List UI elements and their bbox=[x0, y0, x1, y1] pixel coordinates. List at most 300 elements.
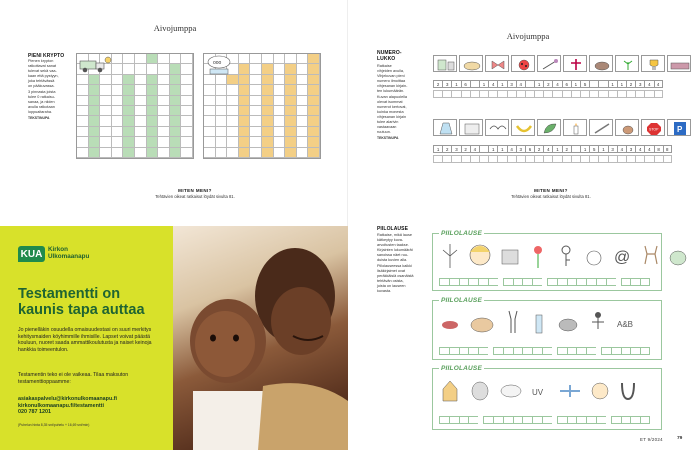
answer-cell[interactable] bbox=[644, 90, 653, 98]
grid-cell[interactable] bbox=[285, 148, 297, 158]
grid-cell[interactable] bbox=[274, 137, 286, 147]
answer-cell[interactable] bbox=[525, 90, 534, 98]
grid-cell[interactable] bbox=[297, 148, 309, 158]
answer-box[interactable] bbox=[513, 347, 523, 355]
grid-cell[interactable] bbox=[123, 64, 135, 74]
answer-cell[interactable] bbox=[654, 90, 663, 98]
grid-cell[interactable] bbox=[170, 54, 182, 64]
answer-box[interactable] bbox=[557, 278, 567, 286]
answer-cell[interactable] bbox=[451, 90, 460, 98]
panel-1-answer[interactable] bbox=[439, 278, 650, 286]
grid-cell[interactable] bbox=[112, 116, 124, 126]
grid-cell[interactable] bbox=[89, 148, 101, 158]
grid-cell[interactable] bbox=[181, 137, 193, 147]
panel-2-answer[interactable] bbox=[439, 347, 650, 355]
answer-cell[interactable] bbox=[479, 90, 488, 98]
answer-cell[interactable] bbox=[589, 155, 598, 163]
answer-cell[interactable] bbox=[534, 155, 543, 163]
grid-cell[interactable] bbox=[262, 75, 274, 85]
grid-cell[interactable] bbox=[135, 137, 147, 147]
grid-cell[interactable] bbox=[204, 137, 216, 147]
answer-box[interactable] bbox=[503, 416, 513, 424]
grid-cell[interactable] bbox=[170, 137, 182, 147]
answer-box[interactable] bbox=[586, 347, 596, 355]
grid-cell[interactable] bbox=[239, 54, 251, 64]
answer-box[interactable] bbox=[522, 278, 532, 286]
grid-cell[interactable] bbox=[135, 148, 147, 158]
grid-cell[interactable] bbox=[239, 127, 251, 137]
grid-cell[interactable] bbox=[77, 137, 89, 147]
grid-cell[interactable] bbox=[250, 75, 262, 85]
answer-box[interactable] bbox=[478, 278, 488, 286]
grid-cell[interactable] bbox=[89, 127, 101, 137]
grid-cell[interactable] bbox=[181, 127, 193, 137]
answer-cell[interactable] bbox=[626, 155, 635, 163]
grid-cell[interactable] bbox=[181, 148, 193, 158]
grid-cell[interactable] bbox=[181, 106, 193, 116]
grid-cell[interactable] bbox=[112, 137, 124, 147]
answer-box[interactable] bbox=[601, 347, 611, 355]
answer-cell[interactable] bbox=[663, 155, 672, 163]
answer-box[interactable] bbox=[439, 416, 449, 424]
answer-box[interactable] bbox=[596, 416, 606, 424]
grid-cell[interactable] bbox=[158, 64, 170, 74]
grid-cell[interactable] bbox=[262, 96, 274, 106]
answer-box[interactable] bbox=[576, 416, 586, 424]
grid-cell[interactable] bbox=[227, 96, 239, 106]
answer-box[interactable] bbox=[449, 347, 459, 355]
grid-cell[interactable] bbox=[123, 106, 135, 116]
grid-cell[interactable] bbox=[297, 85, 309, 95]
answer-cell[interactable] bbox=[543, 155, 552, 163]
answer-box[interactable] bbox=[611, 416, 621, 424]
grid-cell[interactable] bbox=[250, 148, 262, 158]
grid-cell[interactable] bbox=[297, 54, 309, 64]
grid-cell[interactable] bbox=[227, 148, 239, 158]
grid-cell[interactable] bbox=[100, 127, 112, 137]
answer-cell[interactable] bbox=[562, 90, 571, 98]
answer-cell[interactable] bbox=[516, 155, 525, 163]
grid-cell[interactable] bbox=[308, 64, 320, 74]
grid-cell[interactable] bbox=[216, 148, 228, 158]
grid-cell[interactable] bbox=[308, 75, 320, 85]
answer-box[interactable] bbox=[596, 278, 606, 286]
answer-box[interactable] bbox=[557, 347, 567, 355]
answer-cell[interactable] bbox=[580, 90, 589, 98]
answer-box[interactable] bbox=[630, 278, 640, 286]
grid-cell[interactable] bbox=[285, 96, 297, 106]
grid-cell[interactable] bbox=[100, 96, 112, 106]
grid-cell[interactable] bbox=[297, 106, 309, 116]
answer-cell[interactable] bbox=[608, 90, 617, 98]
grid-cell[interactable] bbox=[297, 127, 309, 137]
grid-cell[interactable] bbox=[216, 127, 228, 137]
grid-cell[interactable] bbox=[147, 64, 159, 74]
answer-cell[interactable] bbox=[497, 155, 506, 163]
numerolukko-row1-answer[interactable] bbox=[433, 90, 663, 98]
grid-cell[interactable] bbox=[204, 127, 216, 137]
answer-cell[interactable] bbox=[470, 155, 479, 163]
grid-cell[interactable] bbox=[147, 116, 159, 126]
grid-cell[interactable] bbox=[170, 64, 182, 74]
grid-cell[interactable] bbox=[308, 54, 320, 64]
grid-cell[interactable] bbox=[135, 54, 147, 64]
grid-cell[interactable] bbox=[135, 96, 147, 106]
answer-box[interactable] bbox=[567, 347, 577, 355]
grid-cell[interactable] bbox=[216, 106, 228, 116]
grid-cell[interactable] bbox=[250, 106, 262, 116]
grid-cell[interactable] bbox=[250, 85, 262, 95]
grid-cell[interactable] bbox=[77, 75, 89, 85]
grid-cell[interactable] bbox=[112, 106, 124, 116]
grid-cell[interactable] bbox=[158, 106, 170, 116]
answer-cell[interactable] bbox=[433, 90, 442, 98]
grid-cell[interactable] bbox=[262, 148, 274, 158]
grid-cell[interactable] bbox=[274, 116, 286, 126]
answer-box[interactable] bbox=[606, 278, 616, 286]
grid-cell[interactable] bbox=[274, 127, 286, 137]
grid-cell[interactable] bbox=[77, 106, 89, 116]
answer-box[interactable] bbox=[621, 278, 631, 286]
answer-cell[interactable] bbox=[608, 155, 617, 163]
grid-cell[interactable] bbox=[250, 64, 262, 74]
answer-cell[interactable] bbox=[507, 90, 516, 98]
answer-cell[interactable] bbox=[507, 155, 516, 163]
grid-cell[interactable] bbox=[250, 127, 262, 137]
grid-cell[interactable] bbox=[250, 137, 262, 147]
grid-cell[interactable] bbox=[170, 127, 182, 137]
grid-cell[interactable] bbox=[204, 85, 216, 95]
grid-cell[interactable] bbox=[227, 137, 239, 147]
grid-cell[interactable] bbox=[274, 96, 286, 106]
grid-cell[interactable] bbox=[89, 137, 101, 147]
grid-cell[interactable] bbox=[100, 116, 112, 126]
answer-box[interactable] bbox=[468, 347, 478, 355]
grid-cell[interactable] bbox=[297, 75, 309, 85]
answer-cell[interactable] bbox=[516, 90, 525, 98]
grid-cell[interactable] bbox=[100, 148, 112, 158]
answer-box[interactable] bbox=[468, 416, 478, 424]
grid-cell[interactable] bbox=[297, 137, 309, 147]
grid-cell[interactable] bbox=[181, 64, 193, 74]
answer-box[interactable] bbox=[439, 278, 449, 286]
grid-cell[interactable] bbox=[204, 96, 216, 106]
answer-box[interactable] bbox=[449, 416, 459, 424]
answer-box[interactable] bbox=[621, 347, 631, 355]
answer-cell[interactable] bbox=[461, 155, 470, 163]
grid-cell[interactable] bbox=[239, 116, 251, 126]
grid-cell[interactable] bbox=[135, 85, 147, 95]
grid-cell[interactable] bbox=[170, 106, 182, 116]
answer-cell[interactable] bbox=[580, 155, 589, 163]
grid-cell[interactable] bbox=[308, 106, 320, 116]
answer-cell[interactable] bbox=[635, 155, 644, 163]
grid-cell[interactable] bbox=[123, 54, 135, 64]
grid-cell[interactable] bbox=[308, 96, 320, 106]
grid-cell[interactable] bbox=[216, 116, 228, 126]
answer-box[interactable] bbox=[567, 278, 577, 286]
answer-box[interactable] bbox=[459, 278, 469, 286]
grid-cell[interactable] bbox=[181, 54, 193, 64]
grid-cell[interactable] bbox=[262, 54, 274, 64]
answer-box[interactable] bbox=[542, 416, 552, 424]
grid-cell[interactable] bbox=[285, 64, 297, 74]
answer-box[interactable] bbox=[513, 416, 523, 424]
grid-cell[interactable] bbox=[89, 75, 101, 85]
grid-cell[interactable] bbox=[239, 148, 251, 158]
answer-cell[interactable] bbox=[488, 90, 497, 98]
grid-cell[interactable] bbox=[158, 54, 170, 64]
grid-cell[interactable] bbox=[147, 75, 159, 85]
answer-cell[interactable] bbox=[654, 155, 663, 163]
grid-cell[interactable] bbox=[216, 96, 228, 106]
answer-cell[interactable] bbox=[644, 155, 653, 163]
grid-cell[interactable] bbox=[274, 106, 286, 116]
grid-cell[interactable] bbox=[204, 116, 216, 126]
grid-cell[interactable] bbox=[285, 75, 297, 85]
answer-box[interactable] bbox=[586, 416, 596, 424]
grid-cell[interactable] bbox=[89, 106, 101, 116]
grid-cell[interactable] bbox=[77, 127, 89, 137]
grid-cell[interactable] bbox=[158, 85, 170, 95]
grid-cell[interactable] bbox=[123, 116, 135, 126]
answer-cell[interactable] bbox=[497, 90, 506, 98]
grid-cell[interactable] bbox=[89, 96, 101, 106]
grid-cell[interactable] bbox=[239, 75, 251, 85]
answer-box[interactable] bbox=[621, 416, 631, 424]
answer-cell[interactable] bbox=[451, 155, 460, 163]
answer-cell[interactable] bbox=[598, 90, 607, 98]
answer-box[interactable] bbox=[640, 347, 650, 355]
grid-cell[interactable] bbox=[308, 116, 320, 126]
grid-cell[interactable] bbox=[158, 127, 170, 137]
answer-cell[interactable] bbox=[543, 90, 552, 98]
grid-cell[interactable] bbox=[112, 127, 124, 137]
answer-cell[interactable] bbox=[617, 155, 626, 163]
grid-cell[interactable] bbox=[158, 96, 170, 106]
grid-cell[interactable] bbox=[227, 106, 239, 116]
grid-cell[interactable] bbox=[239, 85, 251, 95]
grid-cell[interactable] bbox=[239, 64, 251, 74]
grid-cell[interactable] bbox=[274, 85, 286, 95]
answer-box[interactable] bbox=[522, 416, 532, 424]
grid-cell[interactable] bbox=[274, 148, 286, 158]
grid-cell[interactable] bbox=[250, 54, 262, 64]
grid-cell[interactable] bbox=[239, 106, 251, 116]
grid-cell[interactable] bbox=[100, 137, 112, 147]
answer-cell[interactable] bbox=[589, 90, 598, 98]
grid-cell[interactable] bbox=[135, 64, 147, 74]
answer-cell[interactable] bbox=[461, 90, 470, 98]
answer-box[interactable] bbox=[439, 347, 449, 355]
grid-cell[interactable] bbox=[262, 127, 274, 137]
answer-box[interactable] bbox=[459, 416, 469, 424]
grid-cell[interactable] bbox=[227, 116, 239, 126]
answer-cell[interactable] bbox=[571, 155, 580, 163]
answer-box[interactable] bbox=[493, 347, 503, 355]
grid-cell[interactable] bbox=[135, 116, 147, 126]
grid-cell[interactable] bbox=[77, 96, 89, 106]
grid-cell[interactable] bbox=[285, 137, 297, 147]
grid-cell[interactable] bbox=[100, 85, 112, 95]
grid-cell[interactable] bbox=[112, 85, 124, 95]
answer-box[interactable] bbox=[640, 416, 650, 424]
grid-cell[interactable] bbox=[147, 85, 159, 95]
grid-cell[interactable] bbox=[274, 64, 286, 74]
answer-cell[interactable] bbox=[598, 155, 607, 163]
grid-cell[interactable] bbox=[297, 116, 309, 126]
answer-box[interactable] bbox=[576, 278, 586, 286]
answer-box[interactable] bbox=[483, 416, 493, 424]
grid-cell[interactable] bbox=[170, 85, 182, 95]
grid-cell[interactable] bbox=[123, 137, 135, 147]
answer-box[interactable] bbox=[630, 416, 640, 424]
ad-email[interactable]: asiakaspalvelu@kirkonulkomaanapu.fi bbox=[18, 396, 118, 402]
answer-cell[interactable] bbox=[479, 155, 488, 163]
answer-cell[interactable] bbox=[442, 90, 451, 98]
answer-cell[interactable] bbox=[552, 90, 561, 98]
answer-box[interactable] bbox=[449, 278, 459, 286]
answer-cell[interactable] bbox=[534, 90, 543, 98]
grid-cell[interactable] bbox=[181, 85, 193, 95]
grid-cell[interactable] bbox=[147, 127, 159, 137]
grid-cell[interactable] bbox=[297, 96, 309, 106]
grid-cell[interactable] bbox=[308, 137, 320, 147]
grid-cell[interactable] bbox=[147, 148, 159, 158]
grid-cell[interactable] bbox=[135, 106, 147, 116]
grid-cell[interactable] bbox=[158, 75, 170, 85]
grid-cell[interactable] bbox=[135, 75, 147, 85]
grid-cell[interactable] bbox=[227, 75, 239, 85]
grid-cell[interactable] bbox=[181, 75, 193, 85]
grid-cell[interactable] bbox=[77, 116, 89, 126]
grid-cell[interactable] bbox=[216, 85, 228, 95]
answer-box[interactable] bbox=[478, 347, 488, 355]
grid-cell[interactable] bbox=[285, 54, 297, 64]
grid-cell[interactable] bbox=[181, 96, 193, 106]
answer-cell[interactable] bbox=[433, 155, 442, 163]
grid-cell[interactable] bbox=[239, 137, 251, 147]
grid-cell[interactable] bbox=[112, 96, 124, 106]
answer-cell[interactable] bbox=[525, 155, 534, 163]
answer-box[interactable] bbox=[532, 416, 542, 424]
grid-cell[interactable] bbox=[77, 148, 89, 158]
grid-cell[interactable] bbox=[123, 75, 135, 85]
answer-box[interactable] bbox=[493, 416, 503, 424]
grid-cell[interactable] bbox=[89, 116, 101, 126]
ad-url[interactable]: kirkonulkomaanapu.fi/testamentti bbox=[18, 402, 104, 409]
answer-box[interactable] bbox=[468, 278, 478, 286]
grid-cell[interactable] bbox=[308, 148, 320, 158]
numerolukko-row2-answer[interactable] bbox=[433, 155, 672, 163]
grid-cell[interactable] bbox=[262, 85, 274, 95]
answer-box[interactable] bbox=[522, 347, 532, 355]
answer-box[interactable] bbox=[503, 347, 513, 355]
grid-cell[interactable] bbox=[123, 85, 135, 95]
panel-3-answer[interactable] bbox=[439, 416, 650, 424]
answer-cell[interactable] bbox=[571, 90, 580, 98]
grid-cell[interactable] bbox=[308, 127, 320, 137]
grid-cell[interactable] bbox=[123, 96, 135, 106]
grid-cell[interactable] bbox=[170, 75, 182, 85]
grid-cell[interactable] bbox=[100, 106, 112, 116]
grid-cell[interactable] bbox=[100, 75, 112, 85]
grid-cell[interactable] bbox=[123, 148, 135, 158]
answer-box[interactable] bbox=[557, 416, 567, 424]
grid-cell[interactable] bbox=[227, 85, 239, 95]
grid-cell[interactable] bbox=[204, 106, 216, 116]
ad-phone[interactable]: 020 787 1201 bbox=[18, 409, 51, 416]
answer-box[interactable] bbox=[630, 347, 640, 355]
answer-box[interactable] bbox=[576, 347, 586, 355]
grid-cell[interactable] bbox=[77, 85, 89, 95]
grid-cell[interactable] bbox=[262, 137, 274, 147]
grid-cell[interactable] bbox=[170, 96, 182, 106]
grid-cell[interactable] bbox=[297, 64, 309, 74]
grid-cell[interactable] bbox=[204, 75, 216, 85]
grid-cell[interactable] bbox=[262, 64, 274, 74]
grid-cell[interactable] bbox=[262, 116, 274, 126]
grid-cell[interactable] bbox=[250, 96, 262, 106]
answer-cell[interactable] bbox=[635, 90, 644, 98]
answer-cell[interactable] bbox=[442, 155, 451, 163]
answer-box[interactable] bbox=[532, 347, 542, 355]
grid-cell[interactable] bbox=[135, 127, 147, 137]
grid-cell[interactable] bbox=[112, 54, 124, 64]
grid-cell[interactable] bbox=[274, 54, 286, 64]
grid-cell[interactable] bbox=[112, 148, 124, 158]
grid-cell[interactable] bbox=[170, 148, 182, 158]
grid-cell[interactable] bbox=[250, 116, 262, 126]
grid-cell[interactable] bbox=[285, 127, 297, 137]
answer-box[interactable] bbox=[488, 278, 498, 286]
answer-cell[interactable] bbox=[626, 90, 635, 98]
answer-box[interactable] bbox=[503, 278, 513, 286]
answer-cell[interactable] bbox=[470, 90, 479, 98]
grid-cell[interactable] bbox=[170, 116, 182, 126]
answer-box[interactable] bbox=[547, 278, 557, 286]
grid-cell[interactable] bbox=[158, 116, 170, 126]
grid-cell[interactable] bbox=[239, 96, 251, 106]
answer-box[interactable] bbox=[640, 278, 650, 286]
grid-cell[interactable] bbox=[285, 85, 297, 95]
answer-box[interactable] bbox=[532, 278, 542, 286]
answer-cell[interactable] bbox=[552, 155, 561, 163]
grid-cell[interactable] bbox=[274, 75, 286, 85]
grid-cell[interactable] bbox=[112, 75, 124, 85]
grid-cell[interactable] bbox=[285, 116, 297, 126]
grid-cell[interactable] bbox=[262, 106, 274, 116]
grid-cell[interactable] bbox=[112, 64, 124, 74]
grid-cell[interactable] bbox=[147, 137, 159, 147]
grid-cell[interactable] bbox=[216, 75, 228, 85]
answer-box[interactable] bbox=[513, 278, 523, 286]
grid-cell[interactable] bbox=[123, 127, 135, 137]
answer-cell[interactable] bbox=[488, 155, 497, 163]
answer-box[interactable] bbox=[542, 347, 552, 355]
grid-cell[interactable] bbox=[147, 96, 159, 106]
grid-cell[interactable] bbox=[181, 116, 193, 126]
grid-cell[interactable] bbox=[158, 137, 170, 147]
grid-cell[interactable] bbox=[285, 106, 297, 116]
grid-cell[interactable] bbox=[158, 148, 170, 158]
answer-box[interactable] bbox=[611, 347, 621, 355]
answer-box[interactable] bbox=[459, 347, 469, 355]
grid-cell[interactable] bbox=[147, 106, 159, 116]
answer-cell[interactable] bbox=[562, 155, 571, 163]
grid-cell[interactable] bbox=[227, 127, 239, 137]
grid-cell[interactable] bbox=[147, 54, 159, 64]
